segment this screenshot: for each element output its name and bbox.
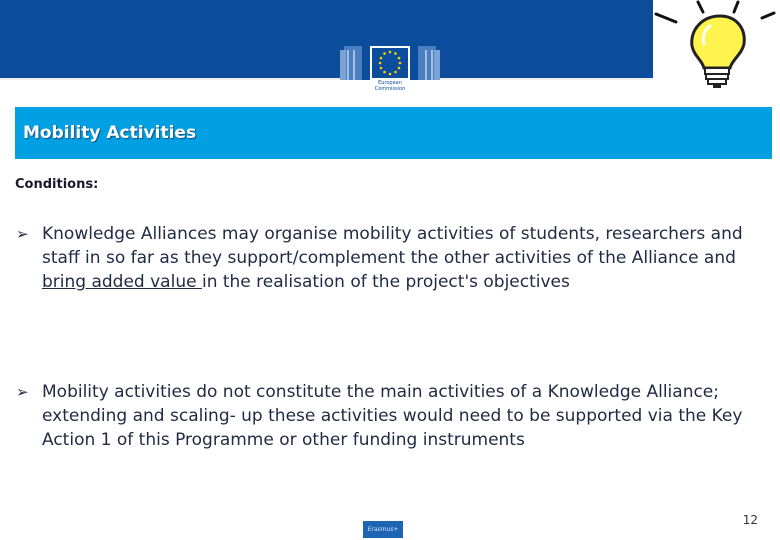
ec-building-icon	[338, 28, 442, 80]
ec-logo-line2: Commission	[374, 86, 406, 92]
bullet-2-text: Mobility activities do not constitute the main activities of a Knowledge Alliance; extending and scaling- up these activities would need to be supported via the Key Action 1 of this Programme or other funding instruments	[42, 382, 743, 450]
section-label: Conditions:	[15, 177, 99, 192]
bullet-item-2	[16, 380, 756, 452]
arrow-bullet-icon: ➢	[16, 225, 29, 243]
bullet-1-underlined: bring added value	[42, 272, 202, 292]
bullet-1-pre: Knowledge Alliances may organise mobility activities of students, researchers and staff in so far as they support/complement the other activities of the Alliance and	[42, 224, 743, 268]
ec-logo-caption	[338, 80, 442, 92]
top-banner	[0, 0, 653, 78]
title-bar	[15, 107, 772, 159]
bullet-item-1	[16, 222, 756, 294]
slide-title: Mobility Activities	[23, 123, 197, 143]
page-number: 12	[742, 513, 758, 527]
banner-stripe	[0, 78, 653, 80]
european-commission-logo	[338, 28, 442, 100]
arrow-bullet-icon: ➢	[16, 383, 29, 401]
bullet-1-text	[42, 222, 756, 294]
erasmus-badge: Erasmus+	[363, 521, 403, 538]
bullet-1-post: in the realisation of the project's objectives	[201, 272, 570, 292]
light-bulb-icon	[650, 0, 780, 90]
ec-logo-line1: European	[378, 80, 402, 86]
